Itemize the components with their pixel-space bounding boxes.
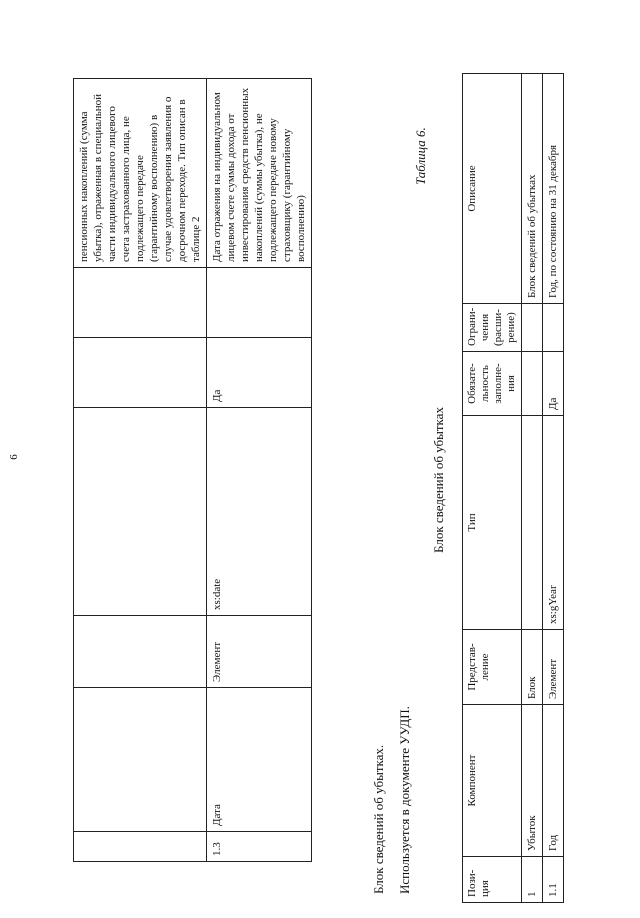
cell-position: 1.1 [543,857,564,903]
header-type: Тип [463,416,522,630]
table-row [522,74,543,903]
cell-description: Дата отражения на индивидуальном лицевом счете суммы дохода от инвестирования средств пенсионных накоплений (суммы убытка), не подлежащего передаче новому страховщику (гарантийному восполнению) [207,79,312,268]
cell-component: Год [543,705,564,857]
cell-position: 1 [522,857,543,903]
cell-required: Да [543,352,564,416]
cell-description: Год, по состоянию на 31 декабря [543,74,564,304]
cell-position: 1.3 [207,832,312,862]
table-title: Блок сведений об убытках [431,407,446,553]
cell-representation: Блок [522,630,543,705]
header-restriction: Ограни-чения (расши-рение) [463,304,522,352]
cell-description: Блок сведений об убытках [522,74,543,304]
cell-restriction [207,268,312,338]
table-row [543,74,564,903]
cell-description: пенсионных накоплений (сумма убытка), отраженная в специальной части индивидуального лицевого счета застрахованного лица, не подлежащего передаче (гарантийному восполнению) в случае удовлетворения заявления о досрочном переходе. Тип описан в таблице 2 [74,79,207,268]
cell-representation: Элемент [543,630,564,705]
cell-required [522,352,543,416]
table-row [207,79,312,862]
continued-table [73,78,312,862]
header-component: Компонент [463,705,522,857]
cell-required: Да [207,338,312,408]
cell-component: Убыток [522,705,543,857]
table-row [74,79,207,862]
cell-representation: Элемент [207,616,312,688]
cell-component: Дата [207,688,312,832]
cell-restriction [522,304,543,352]
table-header-row [463,74,522,903]
cell-type: xs:gYear [543,416,564,630]
header-description: Описание [463,74,522,304]
section-usage: Используется в документе УУДП. [397,706,412,894]
cell-required [74,338,207,408]
header-representation: Представ-ление [463,630,522,705]
cell-restriction [543,304,564,352]
cell-representation [74,616,207,688]
cell-restriction [74,268,207,338]
header-required: Обязате-льность заполне-ния [463,352,522,416]
cell-position [74,832,207,862]
cell-type [74,408,207,616]
table-caption: Таблица 6. [413,127,428,185]
table-6 [462,73,564,903]
section-title: Блок сведений об убытках. [371,744,386,894]
page-number: 6 [8,454,20,460]
header-position: Пози-ция [463,857,522,903]
cell-type [522,416,543,630]
cell-component [74,688,207,832]
cell-type: xs:date [207,408,312,616]
